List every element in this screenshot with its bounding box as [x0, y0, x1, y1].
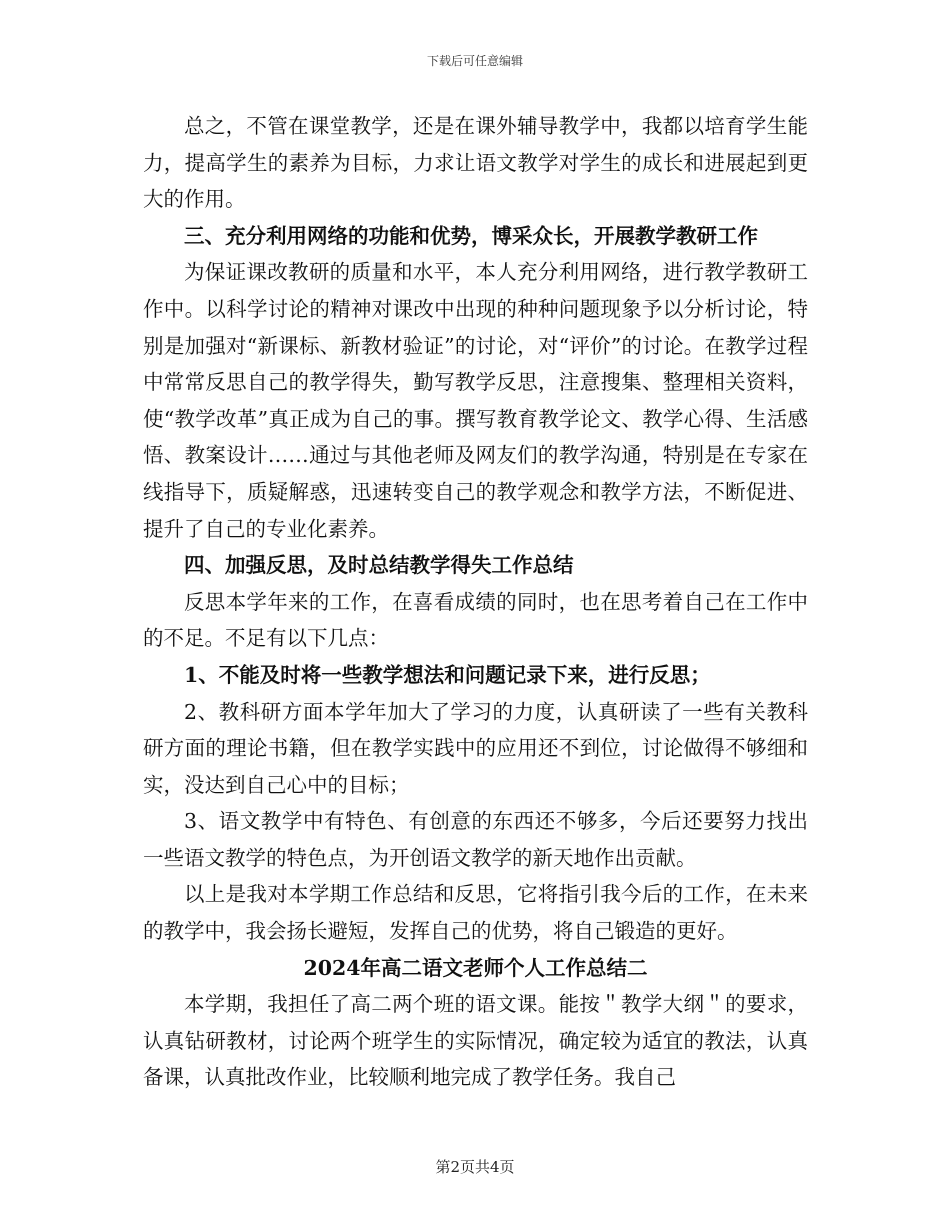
page-number: 第2页共4页: [435, 1158, 515, 1176]
page-header: 下载后可任意编辑: [426, 54, 523, 68]
paragraph-reflection-intro: 反思本学年来的工作，在喜看成绩的同时，也在思考着自己在工作中的不足。不足有以下几点：: [143, 589, 808, 651]
section-heading-4: 四、加强反思，及时总结教学得失工作总结: [184, 553, 574, 578]
list-item-1: 1、不能及时将一些教学想法和问题记录下来，进行反思；: [184, 662, 711, 687]
paragraph-summary: 总之，不管在课堂教学，还是在课外辅导教学中，我都以培育学生能力，提高学生的素养为目标，力求让语文教学对学生的成长和进展起到更大的作用。: [143, 114, 808, 212]
section-heading-3: 三、充分利用网络的功能和优势，博采众长，开展教学教研工作: [184, 223, 758, 248]
paragraph-semester-intro: 本学期，我担任了高二两个班的语文课。能按＂教学大纲＂的要求，认真钻研教材，讨论两个班学生的实际情况，确定较为适宜的教法，认真备课，认真批改作业，比较顺利地完成了教学任务。我自己: [143, 992, 808, 1090]
paragraph-conclusion: 以上是我对本学期工作总结和反思，它将指引我今后的工作，在未来的教学中，我会扬长避短，发挥自己的优势，将自己锻造的更好。: [143, 882, 808, 944]
document-subtitle: 2024年高二语文老师个人工作总结二: [303, 955, 648, 980]
list-item-3: 3、语文教学中有特色、有创意的东西还不够多，今后还要努力找出一些语文教学的特色点，为开创语文教学的新天地作出贡献。: [143, 809, 808, 870]
document-body: [143, 108, 808, 1096]
paragraph-network-research: 为保证课改教研的质量和水平，本人充分利用网络，进行教学教研工作中。以科学讨论的精神对课改中出现的种种问题现象予以分析讨论，特别是加强对“新课标、新教材验证”的讨论，对“评价”的讨论。在教学过程中常常反思自己的教学得失，勤写教学反思，注意搜集、整理相关资料，使“教学改革”真正成为自己的事。撰写教育教学论文、教学心得、生活感悟、教案设计……通过与其他老师及网友们的教学沟通，特别是在专家在线指导下，质疑解惑，迅速转变自己的教学观念和教学方法，不断促进、提升了自己的专业化素养。: [143, 260, 808, 541]
list-item-2: 2、教科研方面本学年加大了学习的力度，认真研读了一些有关教科研方面的理论书籍，但在教学实践中的应用还不到位，讨论做得不够细和实，没达到自己心中的目标；: [143, 699, 808, 797]
